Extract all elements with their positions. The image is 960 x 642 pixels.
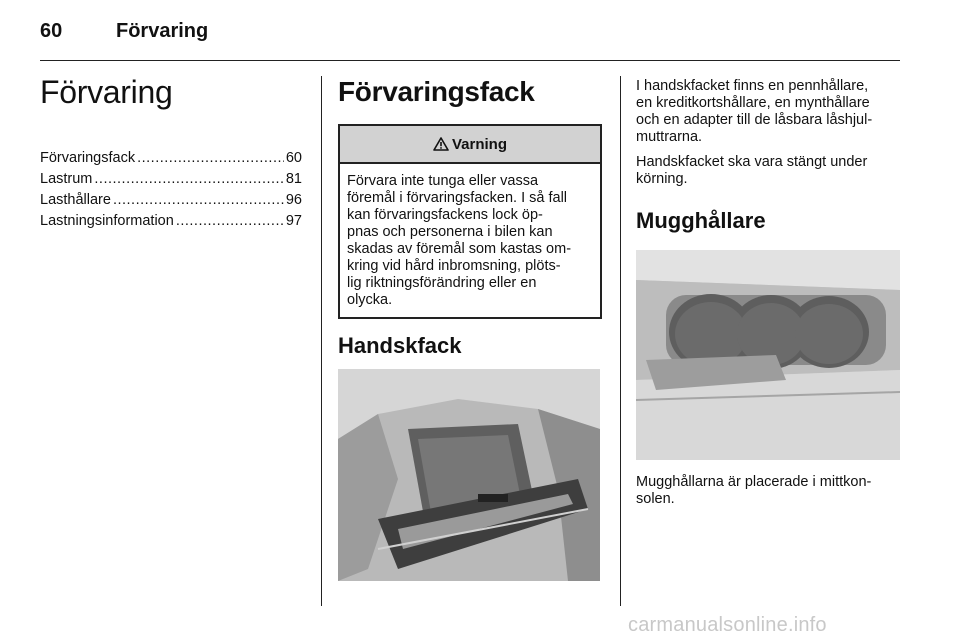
warning-triangle-icon [433, 137, 449, 151]
warning-box [338, 124, 602, 319]
cupholder-photo [636, 250, 900, 460]
toc-entry[interactable] [40, 190, 302, 211]
text-line: en kreditkortshållare, en mynthållare [636, 95, 870, 111]
text-line: muttrarna. [636, 129, 703, 145]
chapter-column [40, 72, 302, 232]
storage-column [338, 72, 602, 581]
watermark: carmanualsonline.info [628, 614, 827, 636]
toc-entry-title: Lasthållare [40, 192, 111, 208]
glovebox-description [636, 78, 902, 146]
text-line: Mugghållarna är placerade i mittkon- [636, 474, 872, 490]
toc-entry-title: Lastrum [40, 171, 93, 187]
chapter-title: Förvaring [40, 74, 173, 110]
cupholder-caption [636, 474, 902, 508]
text-line: Handskfacket ska vara stängt under [636, 154, 868, 170]
glovebox-title: Handskfack [338, 333, 462, 358]
toc-leader [137, 148, 284, 169]
warning-line: skadas av föremål som kastas om- [347, 241, 572, 257]
table-of-contents [40, 148, 302, 232]
toc-leader [176, 211, 284, 232]
warning-line: olycka. [347, 292, 393, 308]
toc-leader [94, 169, 283, 190]
warning-line: pnas och personerna i bilen kan [347, 224, 553, 240]
section-title: Förvaringsfack [338, 76, 535, 107]
glovebox-photo [338, 369, 600, 581]
toc-entry[interactable] [40, 148, 302, 169]
text-line: och en adapter till de låsbara låshjul- [636, 112, 873, 128]
warning-line: Förvara inte tunga eller vassa [347, 173, 539, 189]
column-divider-1 [321, 76, 322, 606]
toc-entry-page: 81 [285, 171, 302, 187]
page-number: 60 [40, 20, 63, 42]
text-line: solen. [636, 491, 675, 507]
running-title: Förvaring [116, 20, 209, 42]
text-line: körning. [636, 171, 688, 187]
warning-line: lig riktningsförändring eller en [347, 275, 537, 291]
warning-header [340, 126, 600, 164]
toc-entry-page: 97 [285, 213, 302, 229]
toc-leader [113, 190, 284, 211]
toc-entry-title: Förvaringsfack [40, 150, 136, 166]
page-header [40, 20, 900, 60]
cupholder-column [636, 78, 902, 508]
toc-entry-page: 96 [285, 192, 302, 208]
warning-title: Varning [451, 135, 507, 153]
column-divider-2 [620, 76, 621, 606]
toc-entry[interactable] [40, 211, 302, 232]
warning-line: föremål i förvaringsfacken. I så fall [347, 190, 568, 206]
cupholder-title: Mugghållare [636, 208, 766, 233]
glovebox-note [636, 154, 902, 188]
header-divider [40, 60, 900, 61]
toc-entry[interactable] [40, 169, 302, 190]
toc-entry-title: Lastningsinformation [40, 213, 174, 229]
toc-entry-page: 60 [285, 150, 302, 166]
warning-text [340, 164, 600, 317]
warning-line: kan förvaringsfackens lock öp- [347, 207, 543, 223]
text-line: I handskfacket finns en pennhållare, [636, 78, 869, 94]
warning-line: kring vid hård inbromsning, plöts- [347, 258, 561, 274]
